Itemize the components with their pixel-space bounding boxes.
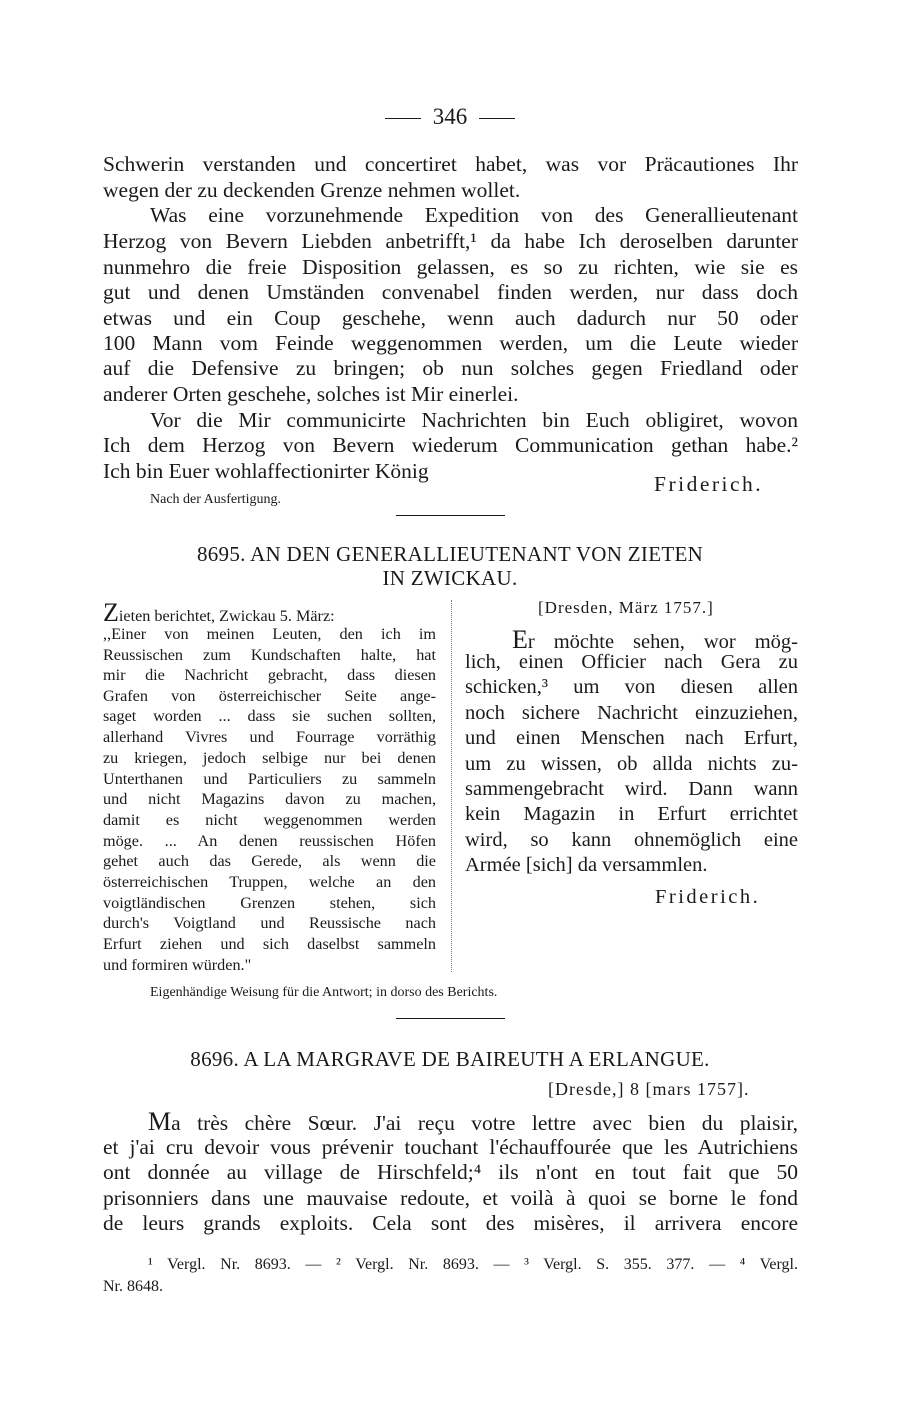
text-line: [148, 1107, 798, 1137]
report-line: Unterthanen und Particuliers zu sammeln: [103, 770, 436, 788]
text-line: Ich bin Euer wohlaffectionirter König: [103, 459, 429, 483]
drop-initial: M: [148, 1107, 172, 1136]
drop-initial: E: [512, 625, 528, 654]
report-line: voigtländischen Grenzen stehen, sich: [103, 894, 436, 912]
text-line: et j'ai cru devoir vous prévenir touchant l'échauffourée que les Autrichiens: [103, 1135, 798, 1159]
text-line: etwas und ein Coup geschehe, wenn auch dadurch nur 50 oder: [103, 306, 798, 330]
answer-line-text: r möchte sehen, wor mög-: [527, 631, 798, 653]
source-note: Nach der Ausfertigung.: [150, 492, 282, 507]
text-line: ont donnée au village de Hirschfeld;⁴ ils n'ont en tout fait que 50: [103, 1160, 798, 1184]
text-line: Ich dem Herzog von Bevern wiederum Communication gethan habe.²: [103, 433, 798, 457]
answer-date: [Dresden, März 1757.]: [538, 598, 714, 617]
text-line: Was eine vorzunehmende Expedition von des Generallieutenant: [150, 203, 798, 227]
answer-line: um zu wissen, ob allda nichts zu-: [465, 753, 798, 775]
page-number: [0, 104, 900, 130]
report-line: saget worden ... dass sie suchen sollten,: [103, 707, 436, 725]
footnote: Nr. 8648.: [103, 1278, 163, 1295]
report-line: [103, 598, 436, 628]
text-line: prisonniers dans une mauvaise redoute, et voilà à quoi se borne le fond: [103, 1186, 798, 1210]
report-line: österreichischen Truppen, welche an den: [103, 873, 436, 891]
text-line: Vor die Mir communicirte Nachrichten bin Euch obligiret, wovon: [150, 408, 798, 432]
answer-line: schicken,³ um von diesen allen: [465, 676, 798, 698]
text-line: Schwerin verstanden und concertiret habet, was vor Präcautiones Ihr: [103, 152, 798, 176]
report-line: Erfurt ziehen und sich daselbst sammeln: [103, 935, 436, 953]
page-number-text: 346: [432, 104, 468, 129]
text-line: Herzog von Bevern Liebden anbetrifft,¹ da habe Ich deroselben darunter: [103, 229, 798, 253]
report-line: Grafen von österreichischer Seite ange-: [103, 687, 436, 705]
divider: [396, 515, 505, 516]
report-line: durch's Voigtland und Reussische nach: [103, 914, 436, 932]
report-line: und nicht Magazins davon zu machen,: [103, 790, 436, 808]
divider: [396, 1018, 505, 1019]
text-line: gut und denen Umständen convenabel finden werden, nur dass doch: [103, 280, 798, 304]
report-line: und formiren würden.": [103, 956, 252, 974]
text-line: wegen der zu deckenden Grenze nehmen wollet.: [103, 178, 521, 202]
report-line: allerhand Vivres und Fourrage vorräthig: [103, 728, 436, 746]
letter-heading-cont: IN ZWICKAU.: [382, 566, 518, 590]
answer-line: lich, einen Officier nach Gera zu: [465, 651, 798, 673]
text-line: 100 Mann vom Feinde weggenommen werden, um die Leute wieder: [103, 331, 798, 355]
report-line-text: ieten berichtet, Zwickau 5. März:: [118, 607, 335, 625]
letter-date: [Dresde,] 8 [mars 1757].: [548, 1079, 750, 1099]
answer-line: sammengebracht wird. Dann wann: [465, 778, 798, 800]
letter-heading: 8696. A LA MARGRAVE DE BAIREUTH A ERLANGUE.: [190, 1047, 710, 1071]
text-line: nunmehro die freie Disposition gelassen, es so zu richten, wie sie es: [103, 255, 798, 279]
answer-line: wird, so kann ohnemöglich eine: [465, 829, 798, 851]
report-line: Reussischen zum Kundschaften halte, hat: [103, 646, 436, 664]
text-line-content: a très chère Sœur. J'ai reçu votre lettre avec bien du plaisir,: [171, 1111, 798, 1135]
answer-line: und einen Menschen nach Erfurt,: [465, 727, 798, 749]
report-line: mir die Nachricht gebracht, dass diesen: [103, 666, 436, 684]
text-line: de leurs grands exploits. Cela sont des misères, il arrivera encore: [103, 1211, 798, 1235]
signature: Friderich.: [655, 886, 761, 908]
text-line: anderer Orten geschehe, solches ist Mir einerlei.: [103, 382, 519, 406]
answer-line: noch sichere Nachricht einzuziehen,: [465, 702, 798, 724]
report-line: zu kriegen, jedoch selbige nur bei denen: [103, 749, 436, 767]
footnote: ¹ Vergl. Nr. 8693. — ² Vergl. Nr. 8693. — ³ Vergl. S. 355. 377. — ⁴ Vergl.: [148, 1256, 798, 1273]
answer-line: kein Magazin in Erfurt errichtet: [465, 803, 798, 825]
report-line: ,,Einer von meinen Leuten, den ich im: [103, 625, 436, 643]
text-line: auf die Defensive zu bringen; ob nun solches gegen Friedland oder: [103, 356, 798, 380]
report-line: damit es nicht weggenommen werden: [103, 811, 436, 829]
signature: Friderich.: [654, 472, 764, 496]
drop-initial: Z: [103, 598, 119, 627]
answer-line: Armée [sich] da versammlen.: [465, 854, 708, 876]
page-number-dash-left: [385, 118, 421, 119]
report-line: möge. ... An denen reussischen Höfen: [103, 832, 436, 850]
source-note: Eigenhändige Weisung für die Antwort; in dorso des Berichts.: [150, 985, 498, 1000]
column-separator: [451, 600, 452, 972]
letter-heading: 8695. AN DEN GENERALLIEUTENANT VON ZIETEN: [196, 542, 704, 566]
page-number-dash-right: [479, 118, 515, 119]
report-line: gehet auch das Gerede, als wenn die: [103, 852, 436, 870]
